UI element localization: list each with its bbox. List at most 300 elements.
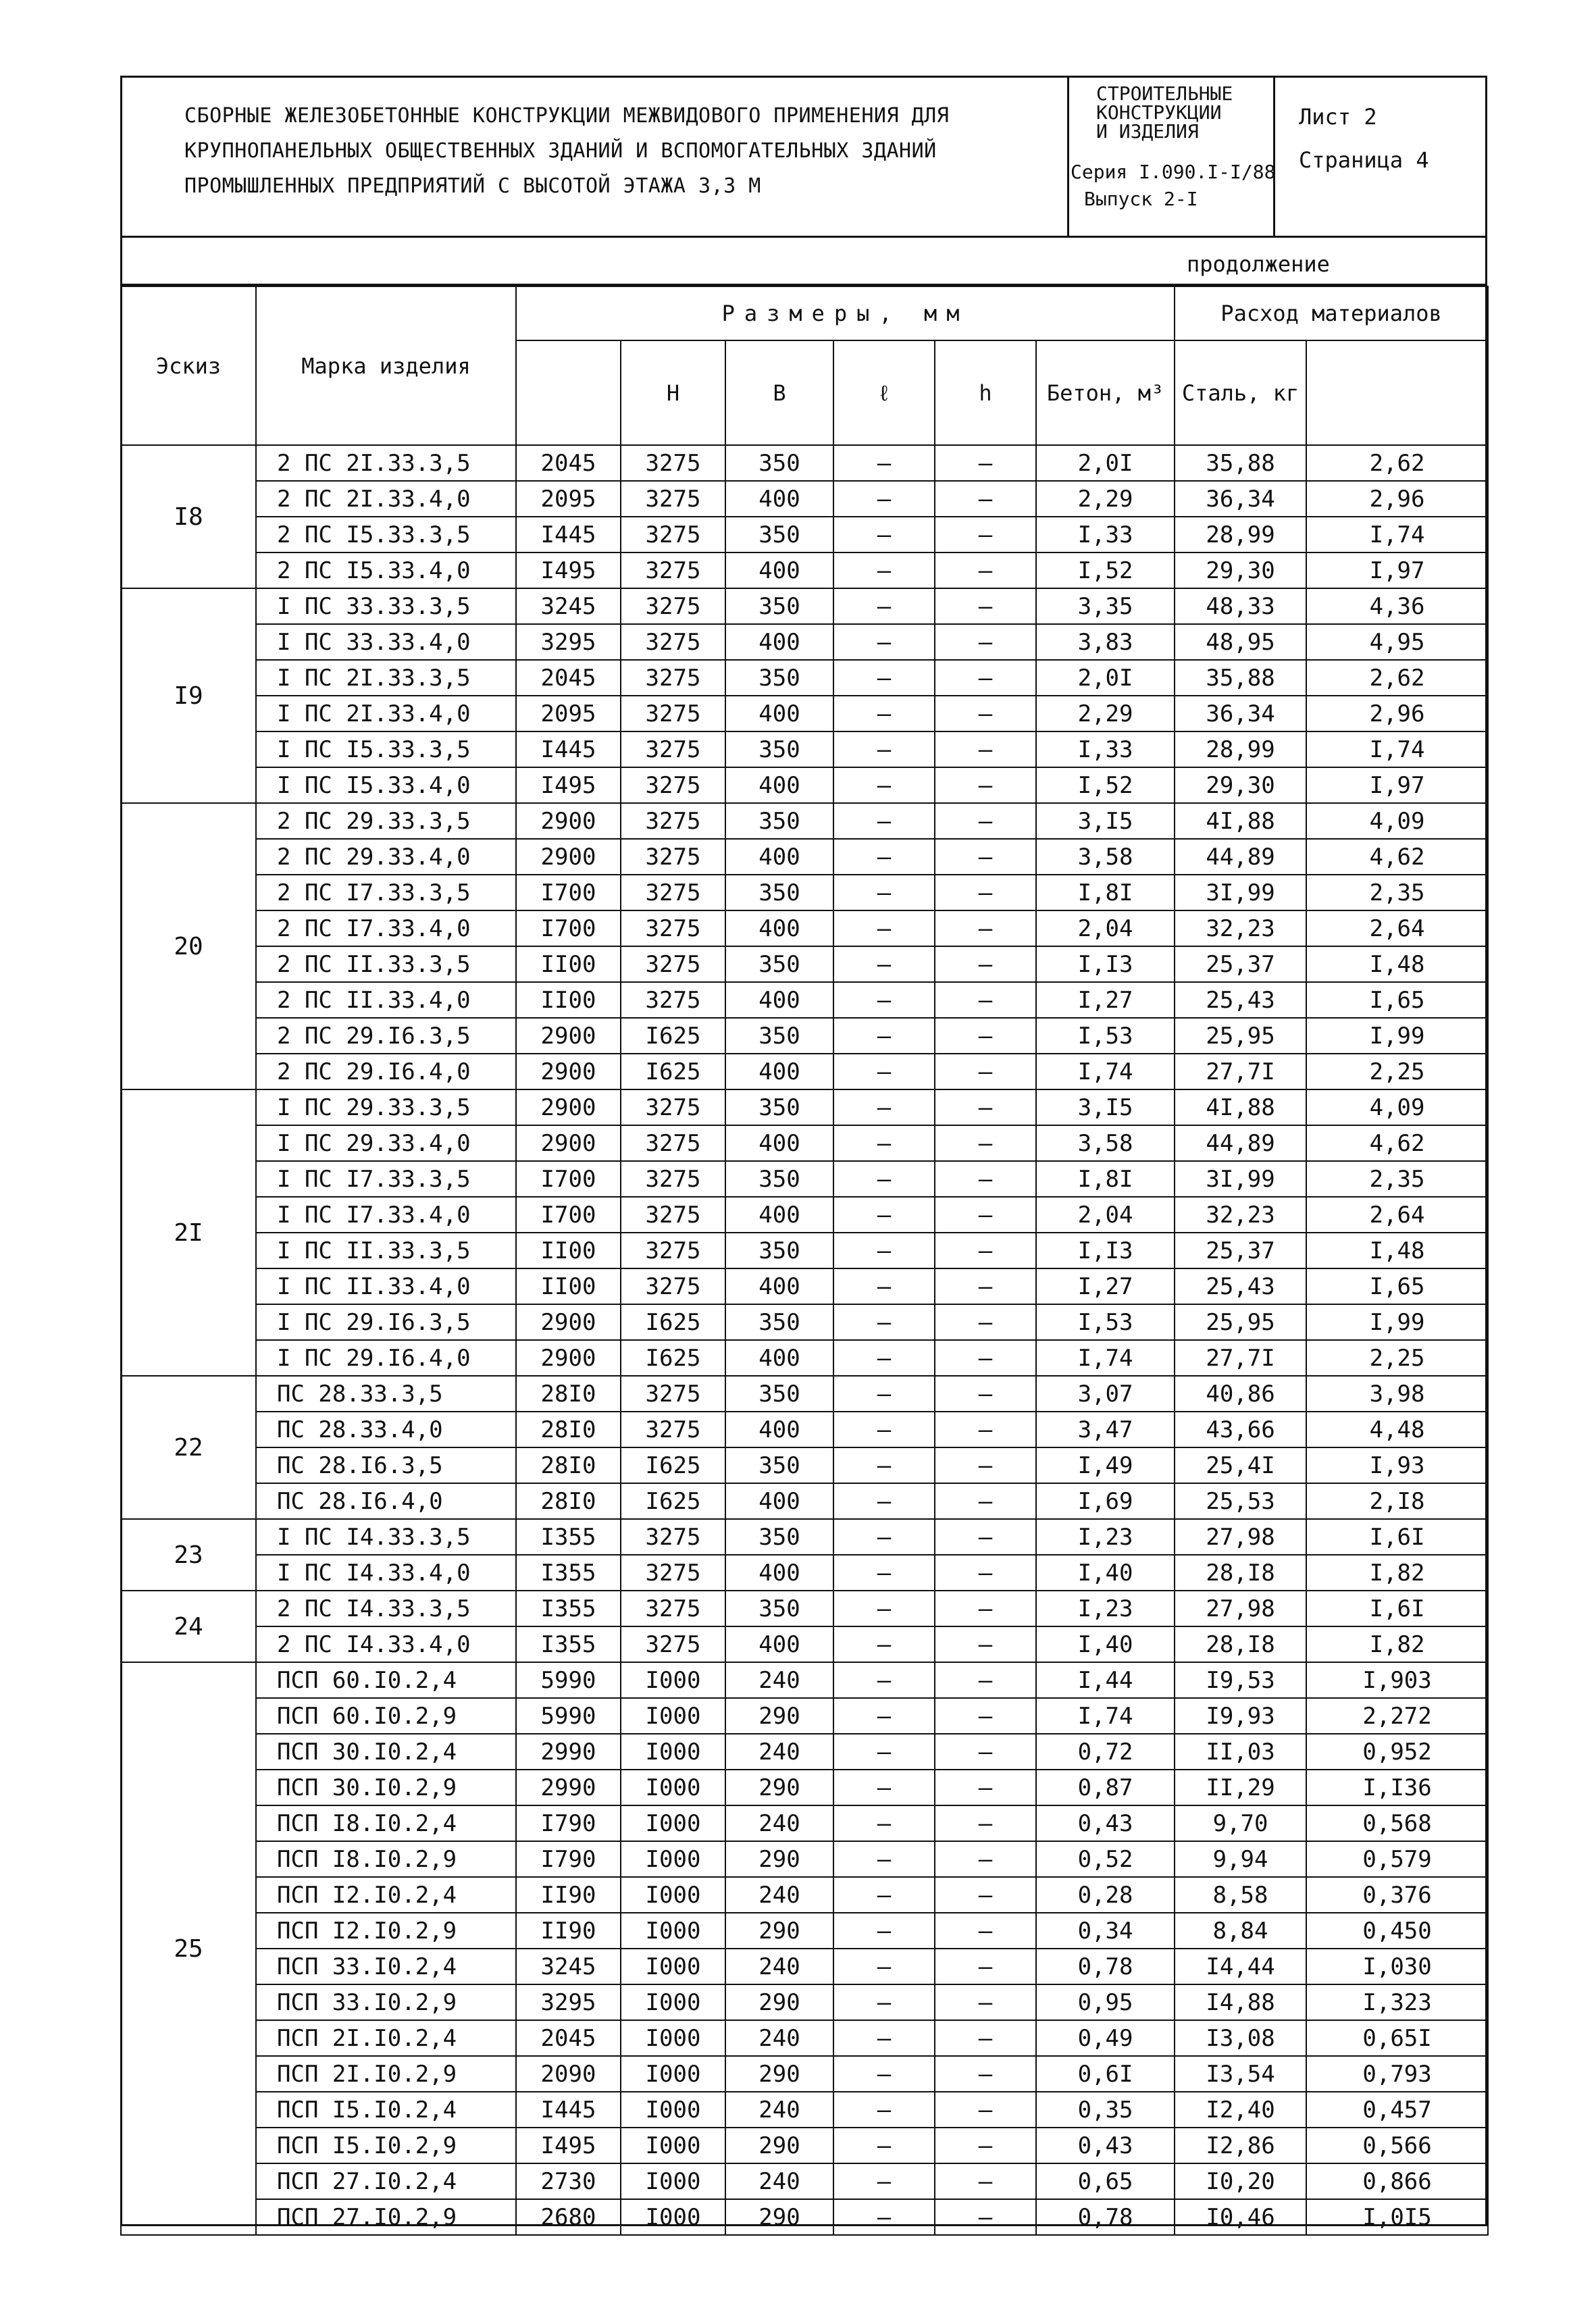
cell-h-lower: – — [935, 1841, 1036, 1877]
cell-l: – — [833, 1304, 935, 1340]
cell-mass: I,323 — [1306, 1984, 1488, 2020]
cell-thickness: 240 — [725, 1877, 833, 1913]
cell-mark: ПСП 60.I0.2,9 — [256, 1698, 516, 1734]
cell-mark: I ПС 2I.33.4,0 — [256, 696, 516, 731]
table-row — [121, 1161, 1488, 1197]
cell-l: – — [833, 1555, 935, 1591]
cell-b: I000 — [621, 2056, 725, 2092]
cell-h: 5990 — [516, 1662, 621, 1698]
table-row — [121, 1984, 1488, 2020]
cell-mark: ПСП I8.I0.2,9 — [256, 1841, 516, 1877]
cell-steel: 25,37 — [1175, 946, 1306, 982]
table-row — [121, 839, 1488, 875]
cell-concrete: I,I3 — [1036, 1233, 1175, 1268]
cell-mark: 2 ПС 29.33.3,5 — [256, 803, 516, 839]
cell-l: – — [833, 946, 935, 982]
series-line-3: И ИЗДЕЛИЯ — [1096, 120, 1199, 143]
cell-b: 3275 — [621, 839, 725, 875]
cell-concrete: 0,78 — [1036, 2199, 1175, 2235]
cell-h-lower: – — [935, 624, 1036, 660]
cell-thickness: 350 — [725, 731, 833, 767]
cell-mark: 2 ПС II.33.4,0 — [256, 982, 516, 1018]
cell-h-lower: – — [935, 875, 1036, 910]
cell-h: I355 — [516, 1626, 621, 1662]
cell-h: I495 — [516, 2128, 621, 2163]
cell-steel: 8,58 — [1175, 1877, 1306, 1913]
cell-mark: 2 ПС I7.33.4,0 — [256, 910, 516, 946]
cell-b: I625 — [621, 1483, 725, 1519]
cell-h-lower: – — [935, 1233, 1036, 1268]
col-mark: Марка изделия — [256, 286, 516, 445]
cell-steel: 28,I8 — [1175, 1626, 1306, 1662]
cell-mark: 2 ПС I7.33.3,5 — [256, 875, 516, 910]
cell-thickness: 240 — [725, 2163, 833, 2199]
cell-h-lower: – — [935, 1483, 1036, 1519]
cell-concrete: I,33 — [1036, 517, 1175, 552]
table-row — [121, 552, 1488, 588]
cell-concrete: I,27 — [1036, 982, 1175, 1018]
cell-h-lower: – — [935, 910, 1036, 946]
cell-mark: I ПС I5.33.4,0 — [256, 767, 516, 803]
cell-b: 3275 — [621, 552, 725, 588]
cell-concrete: 0,65 — [1036, 2163, 1175, 2199]
cell-thickness: 400 — [725, 1412, 833, 1447]
cell-thickness: 350 — [725, 1233, 833, 1268]
cell-h-lower: – — [935, 1447, 1036, 1483]
table-row — [121, 2056, 1488, 2092]
cell-thickness: 350 — [725, 946, 833, 982]
cell-l: – — [833, 1233, 935, 1268]
sketch-number: 2I — [121, 1089, 256, 1376]
cell-h: II90 — [516, 1877, 621, 1913]
cell-concrete: I,53 — [1036, 1304, 1175, 1340]
title-line-2: КРУПНОПАНЕЛЬНЫХ ОБЩЕСТВЕННЫХ ЗДАНИЙ И ВСПОМОГАТЕЛЬНЫХ ЗДАНИЙ — [184, 139, 937, 163]
cell-b: I000 — [621, 2128, 725, 2163]
cell-l: – — [833, 2020, 935, 2056]
cell-mass: I,82 — [1306, 1555, 1488, 1591]
cell-l: – — [833, 1698, 935, 1734]
cell-b: 3275 — [621, 445, 725, 481]
cell-thickness: 240 — [725, 2092, 833, 2128]
cell-h: I790 — [516, 1841, 621, 1877]
cell-thickness: 350 — [725, 875, 833, 910]
cell-thickness: 240 — [725, 1805, 833, 1841]
col-h-upper: H — [621, 340, 725, 445]
title-cell — [120, 76, 1069, 236]
cell-thickness: 350 — [725, 1376, 833, 1412]
cell-thickness: 400 — [725, 1340, 833, 1376]
cell-thickness: 400 — [725, 1125, 833, 1161]
cell-mark: ПСП 2I.I0.2,9 — [256, 2056, 516, 2092]
cell-h: 28I0 — [516, 1376, 621, 1412]
table-row — [121, 1268, 1488, 1304]
cell-thickness: 240 — [725, 2020, 833, 2056]
cell-h: I700 — [516, 910, 621, 946]
cell-b: I000 — [621, 1662, 725, 1698]
cell-mass: I,74 — [1306, 731, 1488, 767]
cell-b: 3275 — [621, 696, 725, 731]
cell-b: I000 — [621, 2092, 725, 2128]
cell-mark: ПСП 60.I0.2,4 — [256, 1662, 516, 1698]
cell-mass: I,99 — [1306, 1304, 1488, 1340]
cell-h-lower: – — [935, 946, 1036, 982]
table-row — [121, 588, 1488, 624]
cell-mass: I,97 — [1306, 767, 1488, 803]
cell-concrete: I,40 — [1036, 1626, 1175, 1662]
cell-thickness: 350 — [725, 517, 833, 552]
cell-steel: I2,86 — [1175, 2128, 1306, 2163]
cell-h-lower: – — [935, 517, 1036, 552]
cell-thickness: 350 — [725, 1591, 833, 1626]
cell-l: – — [833, 1805, 935, 1841]
cell-mass: 0,952 — [1306, 1734, 1488, 1770]
cell-steel: 32,23 — [1175, 1197, 1306, 1233]
cell-concrete: 3,I5 — [1036, 803, 1175, 839]
cell-mark: I ПС 29.33.4,0 — [256, 1125, 516, 1161]
cell-concrete: 0,72 — [1036, 1734, 1175, 1770]
cell-l: – — [833, 445, 935, 481]
cell-h-lower: – — [935, 1376, 1036, 1412]
cell-h: I495 — [516, 552, 621, 588]
cell-concrete: I,53 — [1036, 1018, 1175, 1054]
cell-steel: 25,95 — [1175, 1018, 1306, 1054]
cell-h: I355 — [516, 1555, 621, 1591]
col-b: B — [725, 340, 833, 445]
page-number: Страница 4 — [1299, 147, 1429, 173]
cell-b: 3275 — [621, 1161, 725, 1197]
cell-b: I000 — [621, 1770, 725, 1805]
cell-h: 2730 — [516, 2163, 621, 2199]
cell-h-lower: – — [935, 1412, 1036, 1447]
table-row — [121, 2092, 1488, 2128]
cell-h-lower: – — [935, 2092, 1036, 2128]
table-row — [121, 1125, 1488, 1161]
cell-b: 3275 — [621, 624, 725, 660]
cell-b: 3275 — [621, 1412, 725, 1447]
cell-l: – — [833, 1626, 935, 1662]
table-row — [121, 1197, 1488, 1233]
cell-mass: 0,65I — [1306, 2020, 1488, 2056]
cell-h-lower: – — [935, 1984, 1036, 2020]
cell-l: – — [833, 731, 935, 767]
sketch-number: 20 — [121, 803, 256, 1089]
cell-steel: 25,53 — [1175, 1483, 1306, 1519]
cell-b: 3275 — [621, 1519, 725, 1555]
table-row — [121, 875, 1488, 910]
cell-mass: 2,I8 — [1306, 1483, 1488, 1519]
col-sketch: Эскиз — [121, 286, 256, 445]
cell-b: I000 — [621, 1805, 725, 1841]
cell-mark: 2 ПС 29.I6.4,0 — [256, 1054, 516, 1089]
cell-steel: 27,7I — [1175, 1340, 1306, 1376]
cell-h: 2045 — [516, 660, 621, 696]
cell-h-lower: – — [935, 1949, 1036, 1984]
table-row — [121, 1233, 1488, 1268]
cell-b: I625 — [621, 1054, 725, 1089]
cell-h-lower: – — [935, 1340, 1036, 1376]
cell-h: II00 — [516, 982, 621, 1018]
cell-concrete: 0,6I — [1036, 2056, 1175, 2092]
cell-thickness: 400 — [725, 552, 833, 588]
cell-mass: I,65 — [1306, 982, 1488, 1018]
cell-l: – — [833, 552, 935, 588]
cell-l: – — [833, 910, 935, 946]
cell-h: I445 — [516, 731, 621, 767]
cell-concrete: 0,95 — [1036, 1984, 1175, 2020]
title-block — [120, 76, 1487, 238]
cell-l: – — [833, 2163, 935, 2199]
cell-mark: I ПС II.33.4,0 — [256, 1268, 516, 1304]
cell-h-lower: – — [935, 1054, 1036, 1089]
cell-l: – — [833, 696, 935, 731]
cell-steel: I0,20 — [1175, 2163, 1306, 2199]
cell-b: I625 — [621, 1340, 725, 1376]
cell-b: 3275 — [621, 1376, 725, 1412]
table-row — [121, 731, 1488, 767]
table-row — [121, 1304, 1488, 1340]
table-row — [121, 1089, 1488, 1125]
cell-mark: 2 ПС I4.33.3,5 — [256, 1591, 516, 1626]
cell-mark: ПСП I8.I0.2,4 — [256, 1805, 516, 1841]
cell-mark: ПС 28.33.3,5 — [256, 1376, 516, 1412]
cell-steel: 4I,88 — [1175, 803, 1306, 839]
cell-h-lower: – — [935, 1698, 1036, 1734]
cell-b: I000 — [621, 1949, 725, 1984]
cell-h: 3295 — [516, 624, 621, 660]
cell-thickness: 400 — [725, 1626, 833, 1662]
cell-l: – — [833, 1770, 935, 1805]
cell-h-lower: – — [935, 839, 1036, 875]
cell-thickness: 350 — [725, 1519, 833, 1555]
cell-l: – — [833, 481, 935, 517]
cell-b: I000 — [621, 2020, 725, 2056]
cell-mark: ПСП I2.I0.2,9 — [256, 1913, 516, 1949]
cell-b: I000 — [621, 1698, 725, 1734]
cell-thickness: 350 — [725, 1018, 833, 1054]
cell-steel: 36,34 — [1175, 696, 1306, 731]
table-row — [121, 1018, 1488, 1054]
cell-mark: ПСП 27.I0.2,9 — [256, 2199, 516, 2235]
cell-concrete: 2,29 — [1036, 696, 1175, 731]
cell-concrete: I,69 — [1036, 1483, 1175, 1519]
cell-steel: I9,53 — [1175, 1662, 1306, 1698]
cell-thickness: 350 — [725, 1089, 833, 1125]
cell-concrete: 2,0I — [1036, 445, 1175, 481]
cell-h: II00 — [516, 1268, 621, 1304]
table-row — [121, 1770, 1488, 1805]
cell-steel: 29,30 — [1175, 552, 1306, 588]
cell-b: 3275 — [621, 803, 725, 839]
cell-h: 3245 — [516, 588, 621, 624]
cell-h-lower: – — [935, 2128, 1036, 2163]
cell-concrete: I,23 — [1036, 1519, 1175, 1555]
table-row — [121, 624, 1488, 660]
cell-steel: 35,88 — [1175, 445, 1306, 481]
cell-mark: ПСП I5.I0.2,9 — [256, 2128, 516, 2163]
table-row — [121, 946, 1488, 982]
table-row — [121, 1519, 1488, 1555]
cell-concrete: 0,34 — [1036, 1913, 1175, 1949]
cell-mark: ПСП 27.I0.2,4 — [256, 2163, 516, 2199]
cell-mark: ПСП 30.I0.2,9 — [256, 1770, 516, 1805]
cell-b: I000 — [621, 1841, 725, 1877]
cell-mass: 0,568 — [1306, 1805, 1488, 1841]
cell-steel: 27,98 — [1175, 1519, 1306, 1555]
cell-h-lower: – — [935, 696, 1036, 731]
table-row — [121, 445, 1488, 481]
cell-l: – — [833, 1054, 935, 1089]
table-row — [121, 1054, 1488, 1089]
cell-concrete: 0,52 — [1036, 1841, 1175, 1877]
table-row — [121, 1662, 1488, 1698]
cell-mark: I ПС 29.33.3,5 — [256, 1089, 516, 1125]
table-row — [121, 767, 1488, 803]
cell-concrete: I,40 — [1036, 1555, 1175, 1591]
cell-b: 3275 — [621, 588, 725, 624]
cell-mass: 2,272 — [1306, 1698, 1488, 1734]
table-row — [121, 1483, 1488, 1519]
cell-steel: I2,40 — [1175, 2092, 1306, 2128]
cell-thickness: 400 — [725, 839, 833, 875]
cell-mass: I,48 — [1306, 946, 1488, 982]
cell-h-lower: – — [935, 588, 1036, 624]
cell-h: 28I0 — [516, 1447, 621, 1483]
title-line-3: ПРОМЫШЛЕННЫХ ПРЕДПРИЯТИЙ С ВЫСОТОЙ ЭТАЖА 3,3 М — [184, 174, 761, 198]
cell-l: – — [833, 1125, 935, 1161]
cell-b: 3275 — [621, 1268, 725, 1304]
cell-h: I700 — [516, 1161, 621, 1197]
cell-steel: I9,93 — [1175, 1698, 1306, 1734]
cell-mark: I ПС I4.33.3,5 — [256, 1519, 516, 1555]
cell-steel: 44,89 — [1175, 839, 1306, 875]
cell-thickness: 400 — [725, 1483, 833, 1519]
cell-mark: 2 ПС I4.33.4,0 — [256, 1626, 516, 1662]
cell-b: 3275 — [621, 1197, 725, 1233]
cell-concrete: 3,58 — [1036, 839, 1175, 875]
cell-h: 2045 — [516, 445, 621, 481]
cell-b: 3275 — [621, 875, 725, 910]
cell-steel: II,03 — [1175, 1734, 1306, 1770]
table-row — [121, 1412, 1488, 1447]
cell-thickness: 350 — [725, 445, 833, 481]
cell-b: I000 — [621, 2163, 725, 2199]
sketch-number: I9 — [121, 588, 256, 803]
cell-h: 2900 — [516, 1340, 621, 1376]
cell-h-lower: – — [935, 1161, 1036, 1197]
cell-l: – — [833, 1483, 935, 1519]
cell-mark: ПС 28.I6.3,5 — [256, 1447, 516, 1483]
table-row — [121, 910, 1488, 946]
cell-h: II90 — [516, 1913, 621, 1949]
cell-thickness: 350 — [725, 1161, 833, 1197]
cell-b: I000 — [621, 1913, 725, 1949]
cell-concrete: I,74 — [1036, 1054, 1175, 1089]
table-row — [121, 1591, 1488, 1626]
cell-h-lower: – — [935, 767, 1036, 803]
cell-h-lower: – — [935, 803, 1036, 839]
cell-concrete: I,27 — [1036, 1268, 1175, 1304]
sketch-number: 25 — [121, 1662, 256, 2235]
cell-l: – — [833, 2199, 935, 2235]
cell-mass: 2,35 — [1306, 1161, 1488, 1197]
table-row — [121, 803, 1488, 839]
cell-h: I700 — [516, 875, 621, 910]
cell-mark: I ПС I7.33.3,5 — [256, 1161, 516, 1197]
cell-h-lower: – — [935, 1304, 1036, 1340]
cell-h-lower: – — [935, 1125, 1036, 1161]
cell-h-lower: – — [935, 552, 1036, 588]
cell-mass: 2,62 — [1306, 445, 1488, 481]
cell-mass: I,6I — [1306, 1591, 1488, 1626]
cell-h: 2090 — [516, 2056, 621, 2092]
cell-mass: 4,62 — [1306, 1125, 1488, 1161]
cell-steel: I4,44 — [1175, 1949, 1306, 1984]
cell-thickness: 350 — [725, 1304, 833, 1340]
cell-mass: 2,96 — [1306, 481, 1488, 517]
cell-concrete: I,33 — [1036, 731, 1175, 767]
cell-thickness: 350 — [725, 1447, 833, 1483]
cell-concrete: 2,04 — [1036, 1197, 1175, 1233]
cell-h: 2900 — [516, 1304, 621, 1340]
issue-number: Выпуск 2-I — [1084, 188, 1198, 210]
cell-h: I445 — [516, 2092, 621, 2128]
cell-steel: 28,99 — [1175, 517, 1306, 552]
cell-h-lower: – — [935, 982, 1036, 1018]
cell-steel: 27,98 — [1175, 1591, 1306, 1626]
cell-mass: I,93 — [1306, 1447, 1488, 1483]
cell-mass: 3,98 — [1306, 1376, 1488, 1412]
cell-l: – — [833, 1376, 935, 1412]
cell-l: – — [833, 1984, 935, 2020]
cell-h: I790 — [516, 1805, 621, 1841]
cell-l: – — [833, 1197, 935, 1233]
table-row — [121, 2128, 1488, 2163]
table-row — [121, 1555, 1488, 1591]
table-row — [121, 1698, 1488, 1734]
cell-thickness: 400 — [725, 767, 833, 803]
cell-steel: 8,84 — [1175, 1913, 1306, 1949]
cell-h: 28I0 — [516, 1483, 621, 1519]
cell-h: 2095 — [516, 696, 621, 731]
cell-l: – — [833, 1018, 935, 1054]
col-sizes: Размеры, мм — [516, 286, 1175, 340]
sheet-cell — [1275, 76, 1485, 236]
cell-concrete: I,23 — [1036, 1591, 1175, 1626]
cell-b: 3275 — [621, 1591, 725, 1626]
cell-concrete: 0,78 — [1036, 1949, 1175, 1984]
cell-mass: 2,64 — [1306, 910, 1488, 946]
cell-mark: ПСП 30.I0.2,4 — [256, 1734, 516, 1770]
cell-concrete: I,44 — [1036, 1662, 1175, 1698]
cell-thickness: 400 — [725, 1054, 833, 1089]
cell-h: 2900 — [516, 1125, 621, 1161]
cell-l: – — [833, 1089, 935, 1125]
cell-thickness: 400 — [725, 1268, 833, 1304]
cell-mark: 2 ПС I5.33.3,5 — [256, 517, 516, 552]
cell-b: I000 — [621, 1734, 725, 1770]
cell-thickness: 290 — [725, 2128, 833, 2163]
cell-mass: 4,09 — [1306, 803, 1488, 839]
cell-l: – — [833, 1268, 935, 1304]
cell-mark: I ПС 29.I6.3,5 — [256, 1304, 516, 1340]
cell-l: – — [833, 1913, 935, 1949]
cell-h: I700 — [516, 1197, 621, 1233]
cell-h: 2900 — [516, 1089, 621, 1125]
cell-h: 2680 — [516, 2199, 621, 2235]
cell-steel: 40,86 — [1175, 1376, 1306, 1412]
cell-concrete: I,74 — [1036, 1698, 1175, 1734]
cell-steel: 44,89 — [1175, 1125, 1306, 1161]
